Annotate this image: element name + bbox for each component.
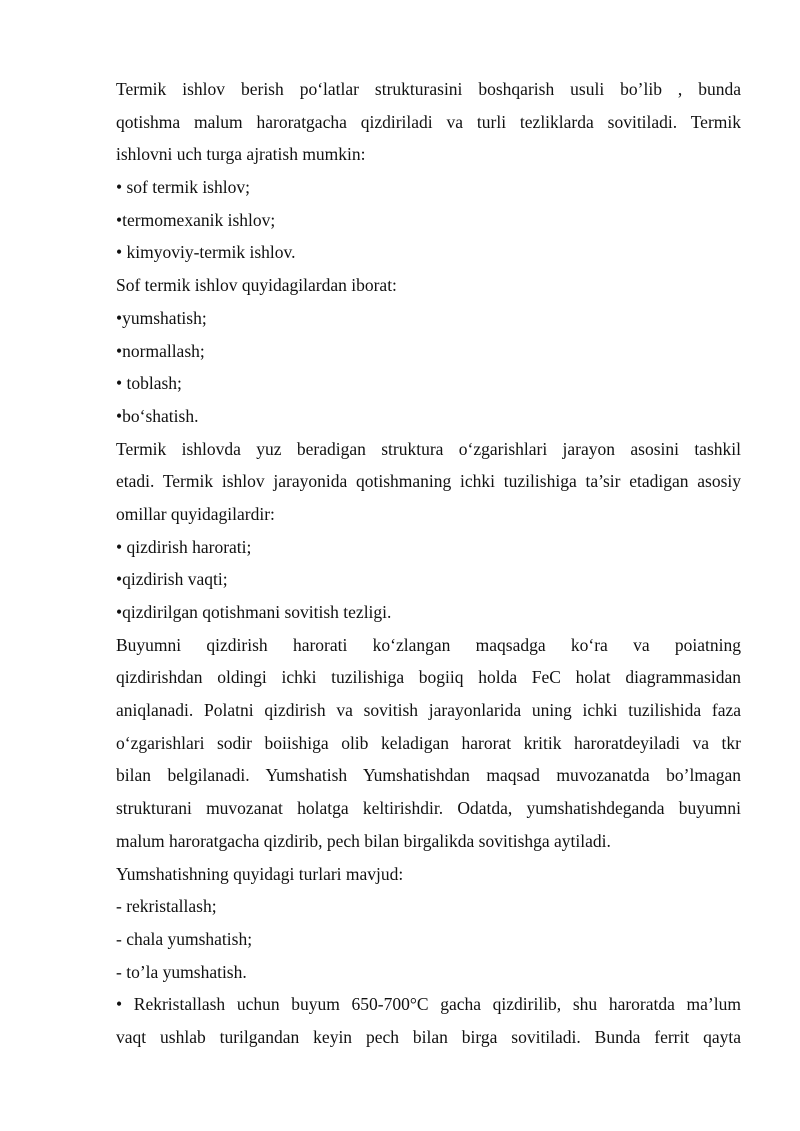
text-line: vaqt ushlab turilgandan keyin pech bilan birga sovitiladi. Bunda ferrit qayta: [116, 1026, 741, 1047]
text-line: • qizdirish harorati;: [116, 536, 252, 557]
text-line: • kimyoviy-termik ishlov.: [116, 242, 296, 263]
text-line: bilan belgilanadi. Yumshatish Yumshatishdan maqsad muvozanatda bo’lmagan: [116, 765, 741, 786]
text-line: •yumshatish;: [116, 307, 207, 328]
text-line: malum haroratgacha qizdirib, pech bilan birgalikda sovitishga aytiladi.: [116, 830, 611, 851]
text-line: strukturani muvozanat holatga keltirishdir. Odatda, yumshatishdeganda buyumni: [116, 798, 741, 819]
text-line: o‘zgarishlari sodir boiishiga olib keladigan harorat kritik haroratdeyiladi va tkr: [116, 732, 741, 753]
text-line: •qizdirilgan qotishmani sovitish tezligi.: [116, 602, 392, 622]
text-line: •bo‘shatish.: [116, 405, 199, 426]
text-line: Buyumni qizdirish harorati ko‘zlangan maqsadga ko‘ra va poiatning: [116, 634, 741, 655]
text-line: Termik ishlov berish po‘latlar strukturasini boshqarish usuli bo’lib , bunda: [116, 79, 741, 99]
text-line: •normallash;: [116, 340, 205, 361]
text-line: qotishma malum haroratgacha qizdiriladi va turli tezliklarda sovitiladi. Termik: [116, 111, 741, 132]
text-line: Termik ishlovda yuz beradigan struktura o‘zgarishlari jarayon asosini tashkil: [116, 438, 741, 459]
text-line: - chala yumshatish;: [116, 928, 253, 949]
text-line: ishlovni uch turga ajratish mumkin:: [116, 144, 366, 165]
text-line: aniqlanadi. Polatni qizdirish va sovitish jarayonlarida uning ichki tuzilishida faza: [116, 700, 741, 721]
text-line: • toblash;: [116, 373, 182, 394]
text-line: etadi. Termik ishlov jarayonida qotishmaning ichki tuzilishiga ta’sir etadigan asosiy: [116, 471, 741, 492]
text-line: • sof termik ishlov;: [116, 177, 250, 198]
text-line: •qizdirish vaqti;: [116, 569, 228, 590]
text-line: omillar quyidagilardir:: [116, 503, 275, 524]
text-line: Yumshatishning quyidagi turlari mavjud:: [116, 863, 404, 884]
text-line: •termomexanik ishlov;: [116, 209, 276, 230]
text-line: - rekristallash;: [116, 896, 217, 917]
document-page: [116, 73, 741, 1054]
text-line: - to’la yumshatish.: [116, 961, 247, 982]
text-line: qizdirishdan oldingi ichki tuzilishiga bogiiq holda FeC holat diagrammasidan: [116, 667, 741, 688]
text-line: • Rekristallash uchun buyum 650-700°C gacha qizdirilib, shu haroratda ma’lum: [116, 994, 741, 1015]
text-line: Sof termik ishlov quyidagilardan iborat:: [116, 275, 397, 296]
